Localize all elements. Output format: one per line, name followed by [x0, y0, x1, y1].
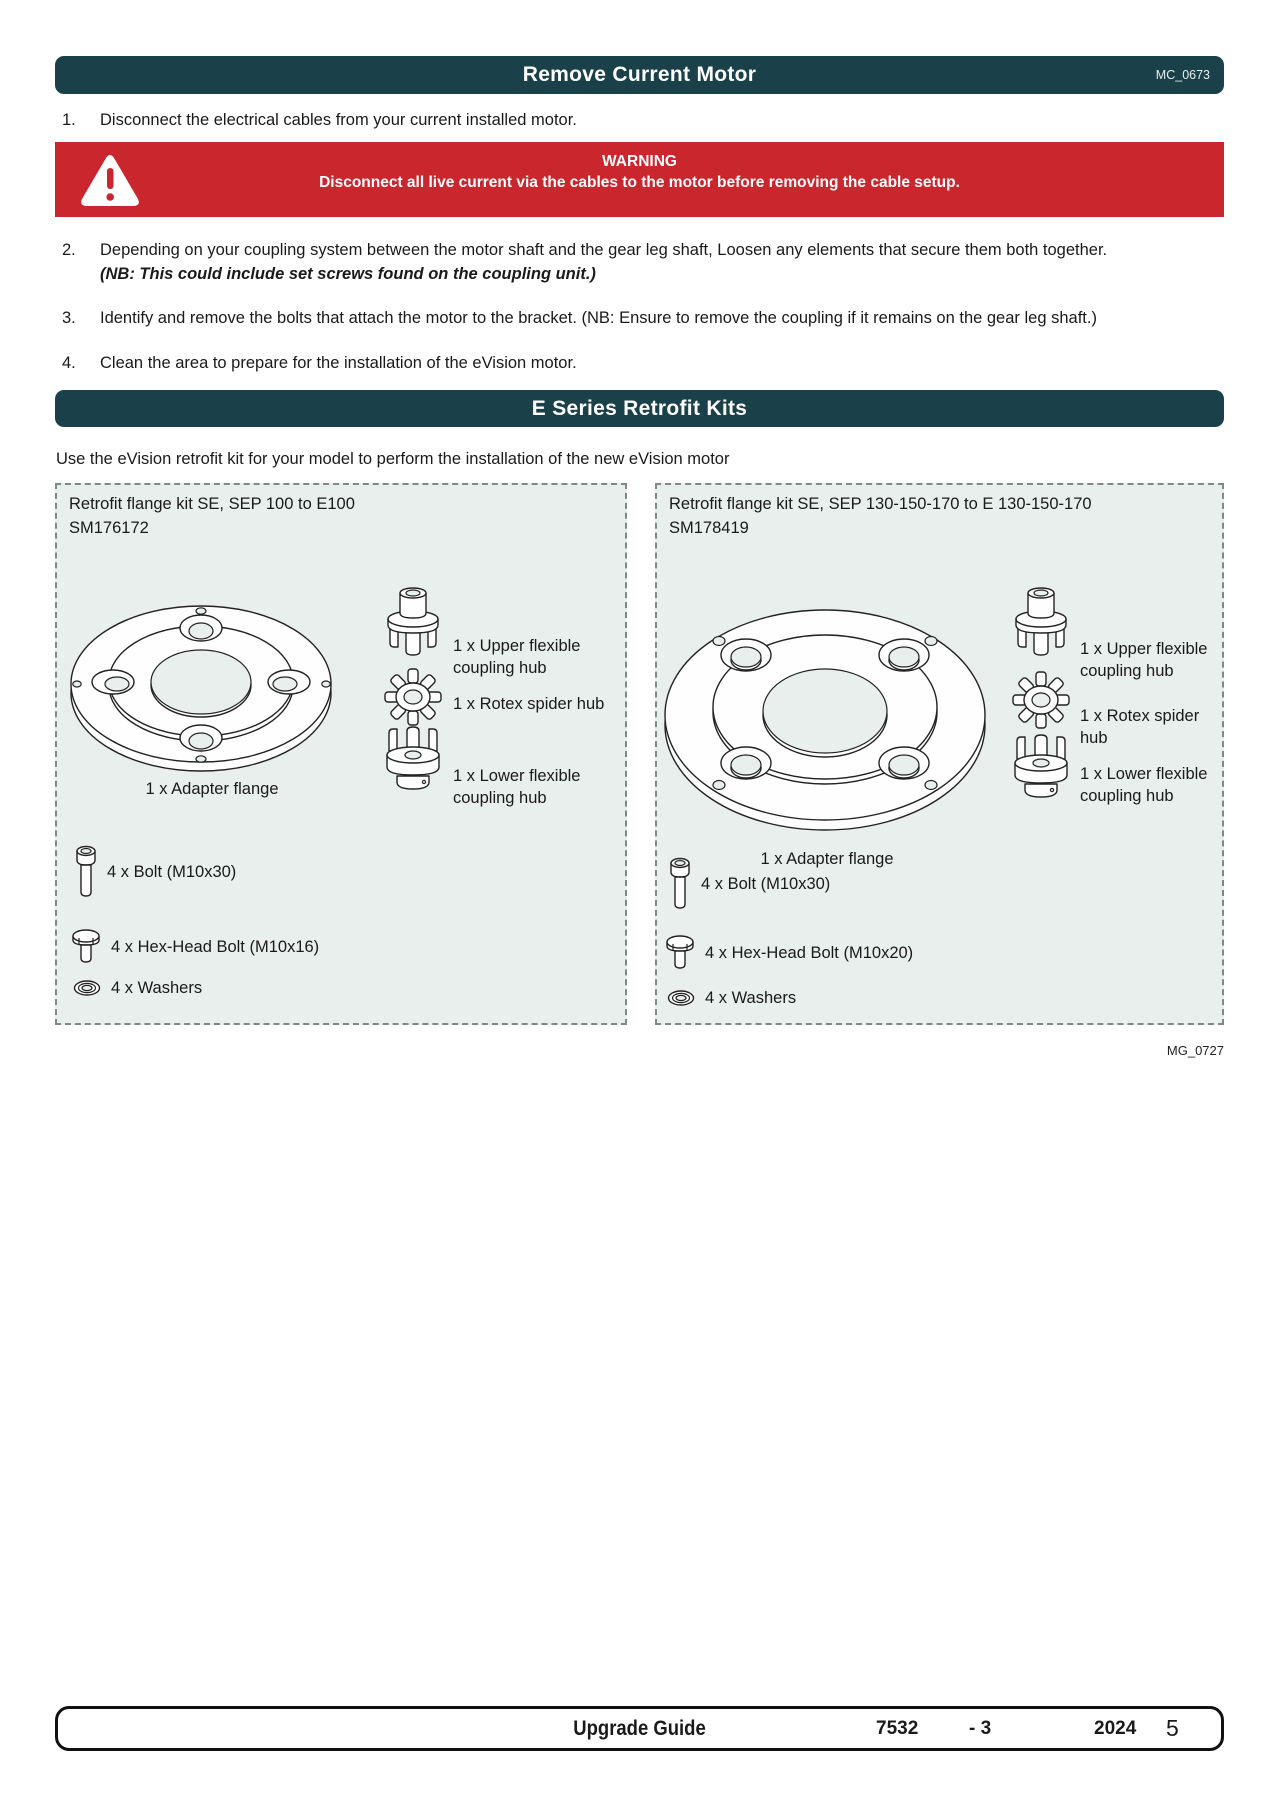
step-1	[0, 108, 1281, 132]
kit-title: Retrofit flange kit SE, SEP 130-150-170 to E 130-150-170	[669, 495, 1092, 513]
footer-bar	[55, 1706, 1224, 1751]
step-number: 3.	[62, 309, 76, 327]
kit-title: Retrofit flange kit SE, SEP 100 to E100	[69, 495, 355, 513]
hardware-row-hex-bolt	[665, 931, 913, 975]
step-text: Clean the area to prepare for the installation of the eVision motor.	[100, 354, 577, 372]
socket-bolt-icon	[669, 857, 691, 911]
step-text-block	[100, 238, 1223, 286]
hardware-label: 4 x Washers	[705, 988, 797, 1007]
hub-label: 1 x Rotex spider hub	[1080, 707, 1200, 747]
page-number: 5	[1166, 1715, 1179, 1741]
hardware-label: 4 x Bolt (M10x30)	[701, 874, 831, 893]
socket-bolt-icon	[75, 845, 97, 899]
step-number: 1.	[62, 111, 76, 129]
section-title: Remove Current Motor	[522, 63, 757, 86]
adapter-flange-drawing	[65, 598, 340, 778]
warning-title: WARNING	[602, 153, 677, 170]
section-title: E Series Retrofit Kits	[531, 396, 748, 420]
hardware-row-bolt	[669, 855, 830, 913]
doc-title: Upgrade Guide	[573, 1716, 706, 1740]
step-3	[0, 306, 1281, 330]
kit-panel-sep130-150-170	[655, 483, 1224, 1025]
hardware-label: 4 x Bolt (M10x30)	[107, 862, 237, 881]
hardware-label: 4 x Hex-Head Bolt (M10x16)	[111, 937, 320, 956]
hardware-row-bolt	[75, 843, 236, 901]
rotex-spider-drawing	[1012, 670, 1070, 732]
step-2	[0, 238, 1281, 286]
hardware-row-washers	[667, 985, 796, 1011]
hardware-row-hex-bolt	[71, 925, 319, 969]
step-4	[0, 351, 1281, 375]
figure-code: MG_0727	[1166, 1043, 1224, 1058]
doc-number: 7532	[876, 1717, 919, 1739]
washer-icon	[667, 990, 695, 1006]
upper-coupling-hub-drawing	[384, 585, 442, 663]
hub-label: 1 x Upper flexible coupling hub	[453, 637, 581, 677]
step-note: (NB: This could include set screws found on the coupling unit.)	[100, 265, 596, 283]
step-number: 4.	[62, 354, 76, 372]
doc-revision: - 3	[969, 1717, 992, 1739]
doc-year: 2024	[1094, 1717, 1137, 1739]
flange-caption: 1 x Adapter flange	[760, 850, 894, 868]
section-header-retrofit-kits	[55, 390, 1224, 427]
header-code: MC_0673	[1155, 68, 1210, 82]
hub-label: 1 x Rotex spider hub	[453, 695, 605, 713]
kits-intro-text: Use the eVision retrofit kit for your model to perform the installation of the new eVision motor	[56, 450, 730, 468]
hub-label: 1 x Lower flexible coupling hub	[1080, 765, 1208, 805]
washer-icon	[73, 980, 101, 996]
lower-coupling-hub-drawing	[1012, 733, 1070, 809]
hub-label: 1 x Lower flexible coupling hub	[453, 767, 581, 807]
warning-banner	[55, 142, 1224, 217]
step-text: Depending on your coupling system between the motor shaft and the gear leg shaft, Loosen any elements that secure them both together.	[100, 241, 1108, 259]
warning-triangle-icon	[79, 153, 141, 209]
flange-caption: 1 x Adapter flange	[145, 780, 279, 798]
hardware-label: 4 x Hex-Head Bolt (M10x20)	[705, 943, 914, 962]
kit-part-number: SM176172	[69, 519, 149, 537]
adapter-flange-drawing	[659, 603, 994, 848]
hex-bolt-icon	[665, 934, 695, 972]
step-text: Identify and remove the bolts that attach the motor to the bracket. (NB: Ensure to remove the coupling if it remains on the gear leg shaft.)	[100, 309, 1097, 327]
hardware-row-washers	[73, 975, 202, 1001]
lower-coupling-hub-drawing	[384, 725, 442, 801]
kit-part-number: SM178419	[669, 519, 749, 537]
hub-label: 1 x Upper flexible coupling hub	[1080, 640, 1208, 680]
rotex-spider-drawing	[384, 667, 442, 729]
hex-bolt-icon	[71, 928, 101, 966]
warning-body: Disconnect all live current via the cables to the motor before removing the cable setup.	[319, 174, 960, 191]
section-header-remove-motor	[55, 56, 1224, 94]
hardware-label: 4 x Washers	[111, 978, 203, 997]
warning-text-block	[175, 151, 1104, 193]
kit-panel-sep100	[55, 483, 627, 1025]
step-number: 2.	[62, 241, 76, 259]
step-text: Disconnect the electrical cables from your current installed motor.	[100, 111, 577, 129]
upper-coupling-hub-drawing	[1012, 585, 1070, 663]
